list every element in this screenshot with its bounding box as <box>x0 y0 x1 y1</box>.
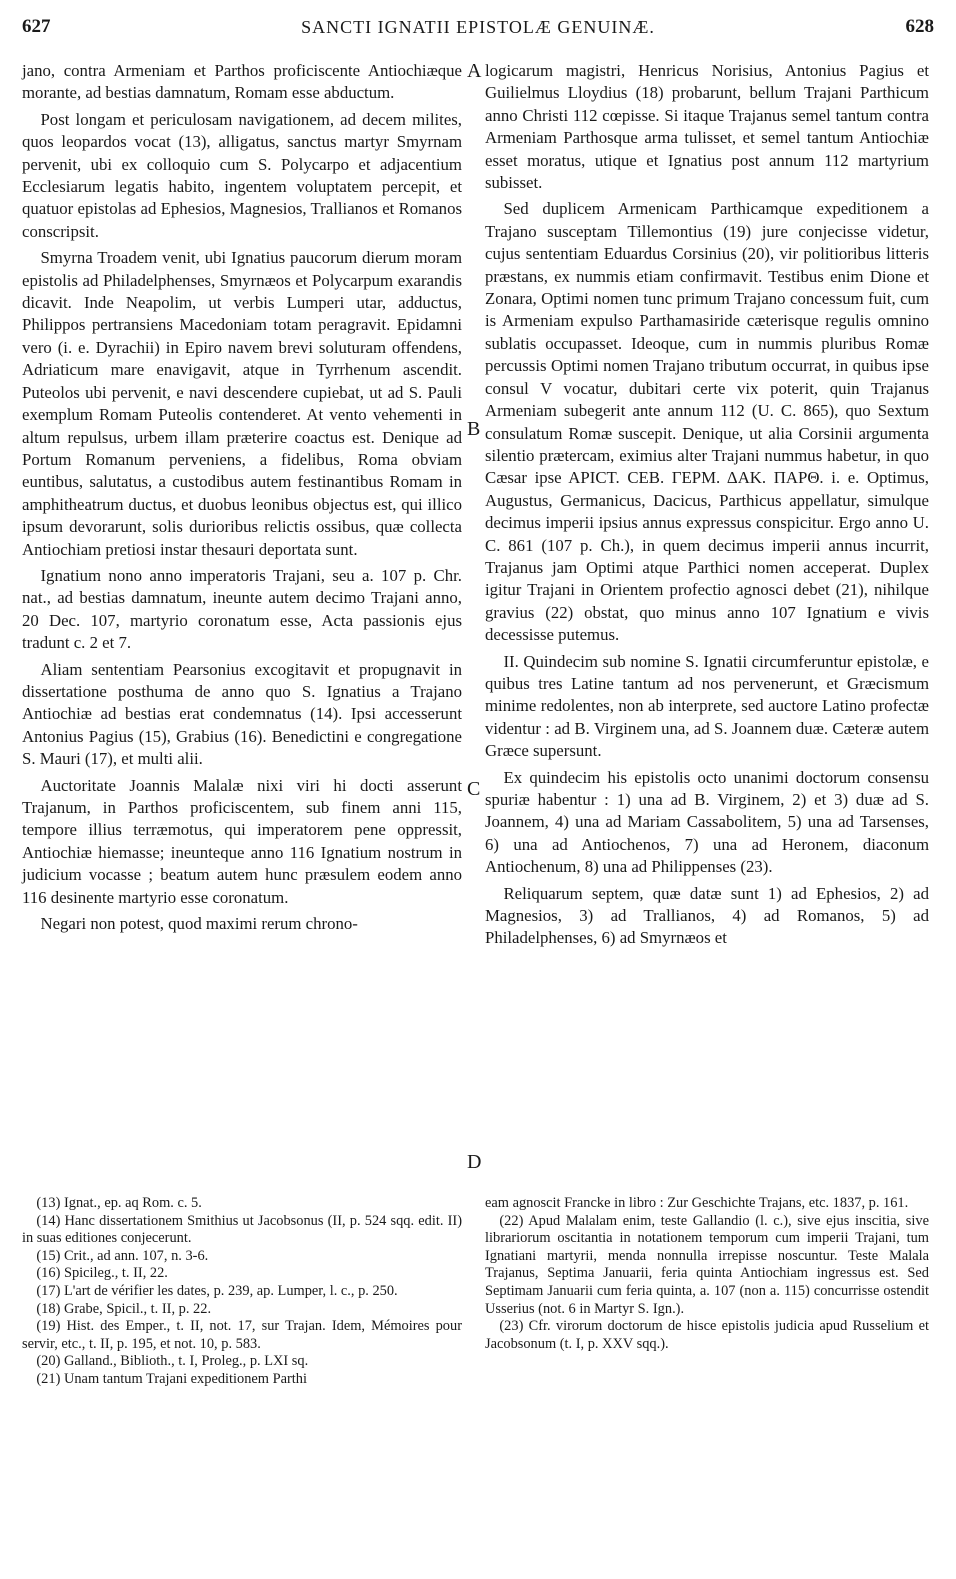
footnote: (17) L'art de vérifier les dates, p. 239, ap. Lumper, l. c., p. 250. <box>36 1282 398 1299</box>
paragraph: jano, contra Armeniam et Parthos proficiscente Antiochiæque morante, ad bestias damnatum, Romam esse abductum. <box>22 61 462 103</box>
left-column <box>22 60 462 935</box>
paragraph: Ignatium nono anno imperatoris Trajani, seu a. 107 p. Chr. nat., ad bestias damnatum, ineunte autem decimo Trajani anno, 20 Dec. 107, martyrio coronatum esse, Acta passionis ejus tradunt c. 2 et 7. <box>22 565 462 653</box>
paragraph: logicarum magistri, Henricus Norisius, Antonius Pagius et Guilielmus Lloydius (18) probarunt, bellum Trajani Parthicum anno Christi 112 cœpisse. Si itaque Trajanus semel tantum contra Armeniam Parthosque arma tulisset, et semel tantum Antiochiæ esset moratus, utique et Ignatius post annum 112 martyrium subisset. <box>485 61 929 193</box>
footnote: (23) Cfr. virorum doctorum de hisce epistolis judicia apud Russelium et Jacobsonum (t. I, p. XXV sqq.). <box>485 1318 929 1352</box>
footnote: eam agnoscit Francke in libro : Zur Geschichte Trajans, etc. 1837, p. 161. <box>485 1195 909 1211</box>
paragraph: Sed duplicem Armenicam Parthicamque expeditionem a Trajano susceptam Tillemontius (19) jure conjecisse videtur, cujus sententiam Eduardus Corsinius (20), vir politioribus litteris præstans, ex nummis etiam confirmavit. Testibus enim Dione et Zonara, Optimi nomen tunc primum Trajano concessum fuit, cum is Armeniam expulso Parthamasiride cæterisque regulis omnino sublatis occupasset. Ideoque, cum in nummis pluribus Romæ percussis Optimi nomen Trajano tributum occurrat, in quibus ipse consul V vocatur, dubitari certe vix poterit, quin Trajanus Armeniam subegerit ante annum 112 (U. C. 865), quo Sextum consulatum Romæ suscepit. Denique, ut alia Corsinii argumenta silentio prætercam, eximius alter Trajani nummus habetur, in quo Cæsar ipse APICT. CEB. ΓΕΡΜ. ΔΑΚ. ΠΑΡΘ. i. e. Optimus, Augustus, Germanicus, Dacicus, Parthicus appellatur, simulque decimus imperii ipsius annus expressus conspicitur. Ergo anno U. C. 861 (107 p. Ch.), in quem decimus imperii annus incurrit, Trajanus jam Optimi atque Parthici nomen acceperat. Duplex igitur Trajani in Orientem profectio agnosci debet (21), nihilque gravius (22) obstat, quo minus anno 107 Ignatium e vivis decessisse putemus. <box>485 199 929 645</box>
footnote: (22) Apud Malalam enim, teste Gallandio (l. c.), sive ejus inscitia, sive librariorum oscitantia in notationem temporum cum imperii Trajani, tum Ignatiani martyrii, menda nonnulla irrepisse noscuntur. Teste Malala Trajanus, Septima Januarii, feria quinta Antiochiam ingressus est. Sed Septimam Januarii cum feria quinta, a. 107 (non a. 115) concurrisse ostendit Usserius (not. 6 in Martyr S. Ign.). <box>485 1212 929 1317</box>
footnote: (19) Hist. des Emper., t. II, not. 17, sur Trajan. Idem, Mémoires pour servir, etc., t. II, p. 195, et not. 10, p. 583. <box>22 1318 462 1352</box>
margin-marker-b: B <box>467 418 481 440</box>
footnote: (20) Galland., Biblioth., t. I, Proleg., p. LXI sq. <box>36 1353 309 1370</box>
paragraph: Reliquarum septem, quæ datæ sunt 1) ad Ephesios, 2) ad Magnesios, 3) ad Trallianos, 4) ad Romanos, 5) ad Philadelphenses, 6) ad Smyrnæos et <box>485 883 929 948</box>
paragraph: II. Quindecim sub nomine S. Ignatii circumferuntur epistolæ, e quibus tres Latine tantum ad nos pervenerunt, et Græcismum minime redolentes, non ab interprete, sed auctore Latino profectæ videntur : ad B. Virginem una, ad S. Joannem duæ. Cæteræ autem Græce supersunt. <box>485 651 929 761</box>
paragraph: Aliam sententiam Pearsonius excogitavit et propugnavit in dissertatione posthuma de anno quo S. Ignatius a Trajano Antiochiæ ad bestias erat condemnatus (14). Ipsi accesserunt Antonius Pagius (15), Grabius (16). Benedictini e congregatione S. Mauri (17), et multi alii. <box>22 659 462 769</box>
paragraph: Smyrna Troadem venit, ubi Ignatius paucorum dierum moram epistolis ad Philadelphenses, Smyrnæos et Polycarpum exarandis dicavit. Inde Neapolim, ut verbis Lumperi utar, adductus, Philippos pertransiens Macedoniam totam peragravit. Epidamni vero (i. e. Dyrachii) in Epiro navem brevi soluturam offendens, Adriaticum mare enavigavit, atque in Tyrrhenum ascendit. Puteolos ubi pervenit, e navi descendere cupiebat, ut ad S. Pauli exemplum Romam Puteolis contenderet. At vento vehementi in altum repulsus, urbem illam præterire coactus est. Denique ad Portum Romanum perveniens, a fidelibus, Roma obviam euntibus, salutatus, a custodibus autem festinantibus Romam in amphitheatrum ductus, et duobus leonibus objectus est, qui illico ipsum devorarunt, solis durioribus relictis ossibus, quæ collecta Antiochiam pretiosi instar thesauri deportata sunt. <box>22 248 462 559</box>
margin-marker-d: D <box>467 1151 482 1173</box>
margin-marker-a: A <box>467 60 482 82</box>
paragraph: Ex quindecim his epistolis octo unanimi doctorum consensu spuriæ habentur : 1) una ad B. Virginem, 2) et 3) duæ ad S. Joannem, 4) una ad Mariam Cassabolitem, 5) una ad Tarsenses, 6) una ad Antiochenos, 7) una ad Heronem, diaconum Antiochenum, 8) una ad Philippenses (23). <box>485 767 929 877</box>
paragraph: Auctoritate Joannis Malalæ nixi viri hi docti asserunt Trajanum, in Parthos proficiscentem, sub finem anni 115, tempore illius terræmotus, qui imperatorem pene oppressit, Antiochiæ hiemasse; ineunteque anno 116 Ignatium nostrum in judicium vocasse ; beatum autem hunc præsulem eodem anno 116 desinente martyrio esse coronatum. <box>22 775 462 907</box>
footnote: (18) Grabe, Spicil., t. II, p. 22. <box>36 1300 212 1317</box>
footnote: (21) Unam tantum Trajani expeditionem Parthi <box>36 1370 307 1387</box>
margin-marker-c: C <box>467 778 481 800</box>
page-number-left: 627 <box>22 16 51 37</box>
footnote: (15) Crit., ad ann. 107, n. 3-6. <box>36 1247 209 1264</box>
running-title: SANCTI IGNATII EPISTOLÆ GENUINÆ. <box>301 17 655 37</box>
paragraph: Post longam et periculosam navigationem, ad decem milites, quos leopardos vocat (13), alligatus, sanctus martyr Smyrnam pervenit, ubi ex colloquio cum S. Polycarpo et adjacentium Ecclesiarum legatis habito, ingentem voluptatem percepit, et quatuor epistolas ad Ephesios, Magnesios, Trallianos et Romanos conscripsit. <box>22 109 462 241</box>
page-number-right: 628 <box>905 16 934 37</box>
footnote: (14) Hanc dissertationem Smithius ut Jacobsonus (II, p. 524 sqq. edit. II) in suas editiones conjecerunt. <box>22 1212 462 1247</box>
right-column <box>485 60 929 950</box>
footnote: (13) Ignat., ep. aq Rom. c. 5. <box>36 1195 202 1211</box>
paragraph: Negari non potest, quod maximi rerum chrono- <box>40 914 358 934</box>
footnotes-left <box>22 1195 462 1389</box>
page-header <box>22 16 934 44</box>
footnotes-right <box>485 1195 929 1353</box>
footnote: (16) Spicileg., t. II, 22. <box>36 1265 168 1282</box>
